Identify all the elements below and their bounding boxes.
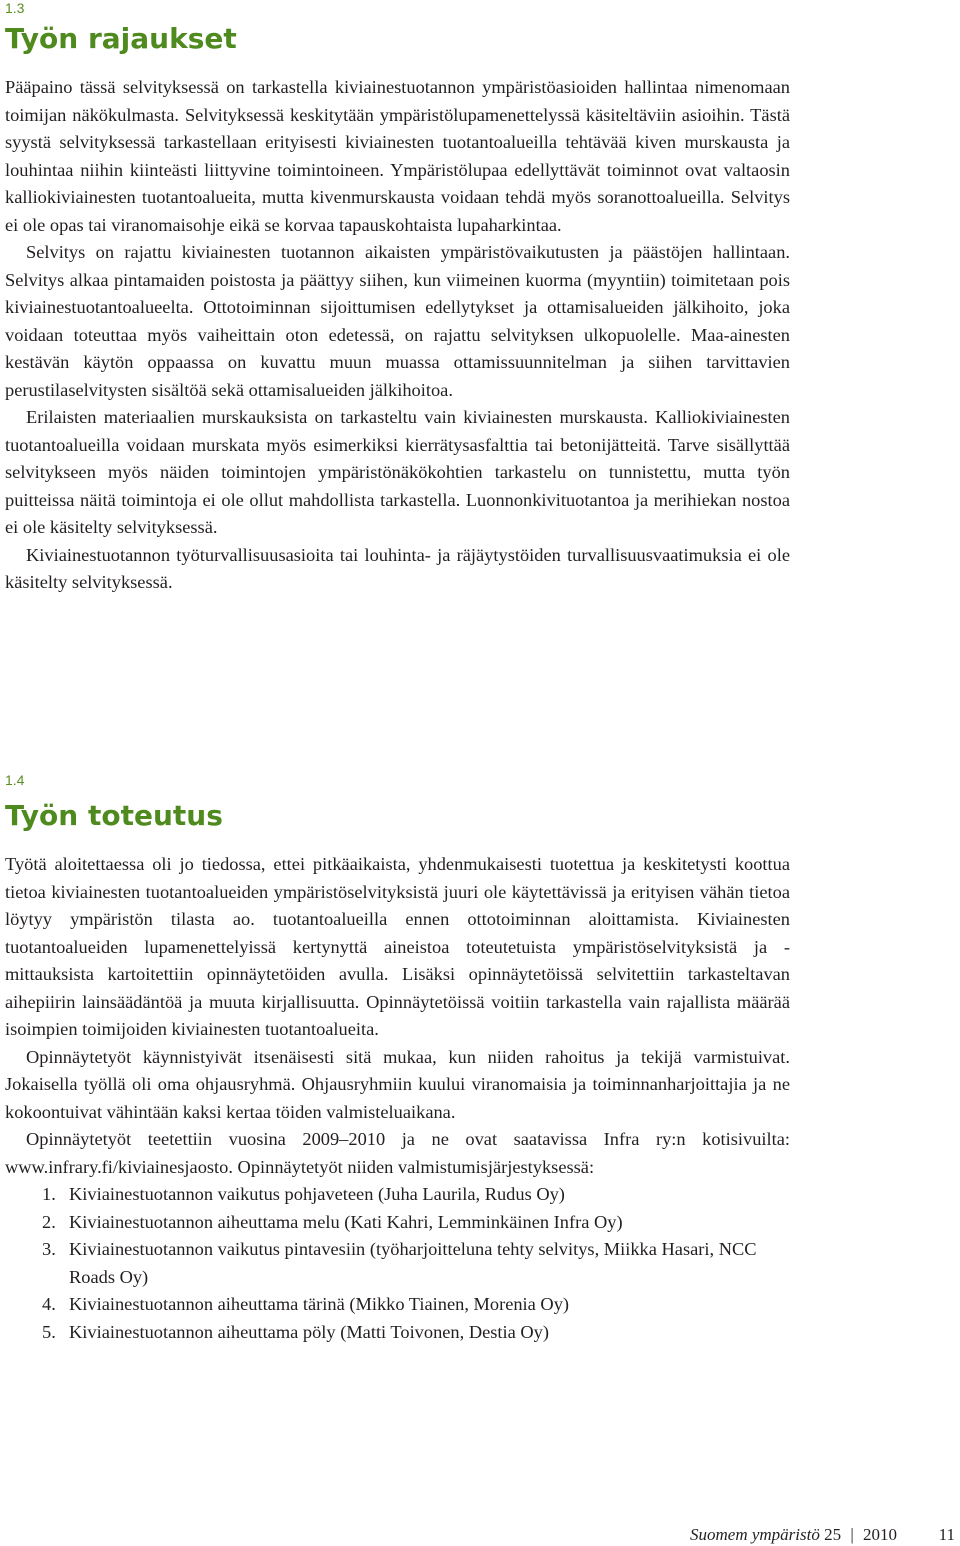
list-item-text: Kiviainestuotannon vaikutus pohjaveteen (Juha Laurila, Rudus Oy) [69,1184,565,1204]
list-item-number: 5. [42,1321,56,1342]
list-item [5,1236,790,1291]
paragraph: Opinnäytetyöt teetettiin vuosina 2009–2010 ja ne ovat saatavissa Infra ry:n kotisivuilta: www.infrary.fi/kiviainesjaosto. Opinnäytetyöt niiden valmistumisjärjestyksessä: [5,1129,790,1177]
paragraph: Opinnäytetyöt käynnistyivät itsenäisesti sitä mukaa, kun niiden rahoitus ja tekijä varmistuivat. Jokaisella työllä oli oma ohjausryhmä. Ohjausryhmiin kuului viranomaisia ja toiminnanharjoittajia ja ne kokoontuivat vähintään kaksi kertaa töiden valmisteluaikana. [5,1046,790,1122]
footer-separator: | [850,1525,854,1544]
paragraph: Selvitys on rajattu kiviainesten tuotannon aikaisten ympäristövaikutusten ja päästöjen hallintaan. Selvitys alkaa pintamaiden poistosta ja päättyy siihen, kun viimeinen kuorma (myyntiin) toimitetaan pois kiviainestuotantoalueelta. Ottotoiminnan sijoittumisen edellytykset ja ottamisalueiden jälkihoito, joka voidaan toteuttaa myös vaiheittain oton edetessä, on rajattu selvityksen ulkopuolelle. Maa-ainesten kestävän käytön oppaassa on kuvattu muun muassa ottamissuunnitelman ja siihen tarvittavien perustilaselvitysten sisältöä sekä ottamisalueiden jälkihoitoa. [5,242,790,400]
publication-name: Suomem ympäristö [690,1525,820,1544]
list-item-number: 3. [42,1239,56,1259]
list-item-number: 2. [42,1211,56,1232]
list-item-text: Kiviainestuotannon vaikutus pintavesiin (työharjoitteluna tehty selvitys, Miikka Hasari, NCC Roads Oy) [69,1239,757,1287]
section-number: 1.4 [5,772,25,788]
list-item-text: Kiviainestuotannon aiheuttama pöly (Matti Toivonen, Destia Oy) [69,1321,550,1342]
paragraph: Työtä aloitettaessa oli jo tiedossa, ettei pitkäaikaista, yhdenmukaisesti tuotettua ja keskitetysti koottua tietoa kiviainesten tuotantoalueiden ympäristöselvityksistä juuri ole käytettävissä ja erityisen vähän tietoa löytyy ympäristön tilasta ao. tuotantoalueilla ennen ottotoiminnan aloittamista. Kiviainesten tuotantoalueiden lupamenettelyissä kertynyttä aineistoa toteutetuista ympäristöselvityksistä ja -mittauksista kartoitettiin opinnäytetöiden avulla. Lisäksi opinnäytetöissä selvitettiin tarkasteltavan aihepiirin lainsäädäntöä ja muuta kirjallisuutta. Opinnäytetöissä voitiin tarkastella vain rajallista määrää isoimpien toimijoiden kiviainesten tuotantoalueita. [5,854,790,1039]
page-footer [690,1525,955,1545]
list-item [5,1319,790,1347]
list-item-text: Kiviainestuotannon aiheuttama melu (Kati Kahri, Lemminkäinen Infra Oy) [69,1211,623,1232]
paragraph: Kiviainestuotannon työturvallisuusasioita tai louhinta- ja räjäytystöiden turvallisuusvaatimuksia ei ole käsitelty selvityksessä. [5,544,790,592]
issue-number: 25 [824,1525,842,1544]
list-item-number: 1. [42,1184,56,1204]
list-item [5,1181,790,1209]
list-item-text: Kiviainestuotannon aiheuttama tärinä (Mikko Tiainen, Morenia Oy) [69,1294,570,1314]
section-title: Työn toteutus [5,799,223,832]
list-item [5,1209,790,1237]
paragraph: Pääpaino tässä selvityksessä on tarkastella kiviainestuotannon ympäristöasioiden hallintaa nimenomaan toimijan näkökulmasta. Selvityksessä keskitytään ympäristölupamenettelyssä käsiteltäviin asioihin. Tästä syystä selvityksessä tarkastellaan erityisesti kiviainesten tuotantoalueilla tehtävää kiven murskausta ja louhintaa niihin kiinteästi liittyvine toimintoineen. Ympäristölupaa edellyttävät toiminnot ovat valtaosin kalliokiviainesten tuotantoalueita, mutta kivenmurskausta voidaan tehdä myös soranottoalueilla. Selvitys ei ole opas tai viranomaisohje eikä se korvaa tapauskohtaista lupaharkintaa. [5,77,790,235]
section-number: 1.3 [5,0,25,16]
page-number: 11 [938,1525,955,1544]
section-title: Työn rajaukset [5,22,237,55]
list-item [5,1291,790,1319]
list-item-number: 4. [42,1294,56,1314]
paragraph: Erilaisten materiaalien murskauksista on tarkasteltu vain kiviainesten murskausta. Kalliokiviainesten tuotantoalueilla voidaan murskata myös esimerkiksi kierrätysasfalttia tai betonijätteitä. Tarve sisällyttää selvitykseen myös näiden toimintojen ympäristönäkökohtien tarkastelu on tunnistettu, mutta työn puitteissa näitä toimintoja ei ole ollut mahdollista tarkastella. Luonnonkivituotantoa ja merihiekan nostoa ei ole käsitelty selvityksessä. [5,407,790,537]
section-1-3 [5,0,790,597]
publication-year: 2010 [863,1525,898,1544]
thesis-list [5,1181,790,1346]
section-1-4 [5,772,790,1346]
